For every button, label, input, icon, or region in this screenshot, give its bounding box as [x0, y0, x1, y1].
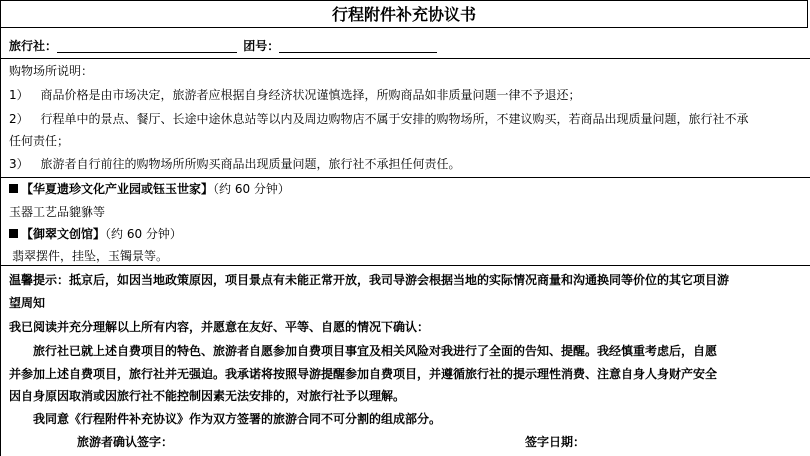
notice-section	[0, 266, 810, 456]
shopping-item	[9, 109, 748, 129]
venue-heading	[9, 179, 290, 199]
shopping-section	[0, 59, 810, 178]
venue-description: 翡翠摆件，挂坠，玉镯景等。	[12, 249, 169, 263]
group-number-input[interactable]	[279, 39, 437, 53]
bullet-square-icon	[9, 229, 18, 238]
venue-description: 玉器工艺品貔貅等	[9, 205, 106, 219]
confirmation-text: 因自身原因取消或因旅行社不能控制因素无法安排的，对旅行社予以理解。	[9, 389, 406, 403]
sign-date-field[interactable]	[593, 432, 793, 450]
agency-line	[9, 36, 437, 56]
notice-line: 望周知	[9, 296, 46, 310]
signature-field[interactable]	[177, 432, 377, 450]
venues-section	[0, 178, 810, 266]
item-text: 行程单中的景点、餐厅、长途中途休息站等以内及周边购物店不属于安排的购物场所，不建议购买，若商品出现质量问题，旅行社不承	[40, 112, 749, 126]
item-text: 商品价格是由市场决定，旅游者应根据自身经济状况谨慎选择，所购商品如非质量问题一律不予退还；	[40, 88, 581, 102]
agreement-statement: 我同意《行程附件补充协议》作为双方签署的旅游合同不可分割的组成部分。	[33, 412, 442, 426]
agency-label: 旅行社：	[9, 39, 58, 53]
shopping-heading: 购物场所说明：	[9, 64, 94, 78]
sign-date-label: 签字日期：	[525, 435, 586, 449]
shopping-item-continued: 任何责任；	[9, 134, 70, 148]
notice-line: 温馨提示：抵京后，如因当地政策原因，项目景点有未能正常开放，我司导游会根据当地的实际情况商量和沟通换同等价位的其它项目游	[9, 273, 730, 287]
item-text: 旅游者自行前往的购物场所所购买商品出现质量问题，旅行社不承担任何责任。	[40, 157, 461, 171]
venue-name: 【华夏遗珍文化产业园或钰玉世家】	[21, 182, 214, 196]
agency-input[interactable]	[57, 39, 237, 53]
shopping-item	[9, 154, 460, 174]
shopping-item	[9, 85, 580, 105]
confirmation-text: 并参加上述自费项目，旅行社并无强迫。我承诺将按照导游提醒参加自费项目，并遵循旅行社的提示理性消费、注意自身人身财产安全	[9, 367, 718, 381]
group-label: 团号：	[243, 39, 280, 53]
page-title: 行程附件补充协议书	[0, 0, 808, 28]
bullet-square-icon	[9, 184, 18, 193]
item-number: 3）	[9, 157, 29, 171]
confirmation-intro: 我已阅读并充分理解以上所有内容，并愿意在友好、平等、自愿的情况下确认：	[9, 320, 430, 334]
agency-row	[0, 28, 810, 59]
signature-label: 旅游者确认签字：	[77, 435, 174, 449]
venue-name: 【御翠文创馆】	[21, 227, 106, 241]
confirmation-text: 旅行社已就上述自费项目的特色、旅游者自愿参加自费项目事宜及相关风险对我进行了全面的告知、提醒。我经慎重考虑后，自愿	[33, 344, 718, 358]
venue-duration: （约 60 分钟）	[213, 182, 290, 196]
venue-heading	[9, 224, 182, 244]
venue-duration: （约 60 分钟）	[105, 227, 182, 241]
item-number: 2）	[9, 112, 29, 126]
item-number: 1）	[9, 88, 29, 102]
